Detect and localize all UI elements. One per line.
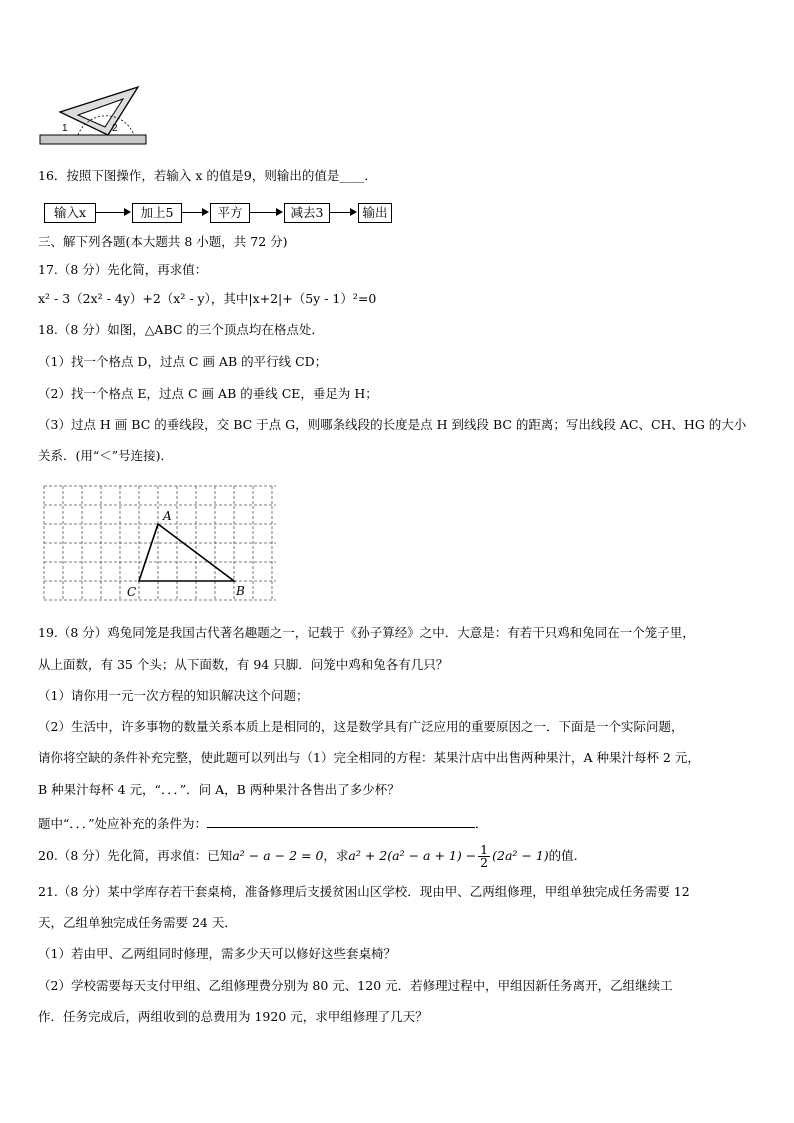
vertex-c-label: C bbox=[127, 585, 137, 599]
q19-line2: 从上面数，有 35 个头；从下面数，有 94 只脚．问笼中鸡和兔各有几只？ bbox=[38, 657, 449, 672]
q19-fill-prompt: 题中“．．．”处应补充的条件为： bbox=[38, 816, 208, 831]
q20-prefix: 20.（8 分）先化简，再求值：已知 bbox=[38, 848, 233, 863]
flow-arrow-1 bbox=[95, 212, 125, 213]
q21-part1: （1）若由甲、乙两组同时修理，需多少天可以修好这些套桌椅？ bbox=[38, 946, 396, 961]
angle-2-label: 2 bbox=[112, 123, 118, 134]
flow-box-minus3: 减去3 bbox=[284, 203, 330, 223]
q20-expression-b: (2a² − 1) bbox=[492, 848, 549, 863]
q18-part2: （2）找一个格点 E，过点 C 画 AB 的垂线 CE，垂足为 H； bbox=[38, 386, 378, 401]
q19-part2-cont1: 请你将空缺的条件补充完整，使此题可以列出与（1）完全相同的方程：某果汁店中出售两种果汁，A 种果汁每杯 2 元， bbox=[38, 750, 700, 765]
q18-part3: （3）过点 H 画 BC 的垂线段，交 BC 于点 G，则哪条线段的长度是点 H 到线段 BC 的距离；写出线段 AC、CH、HG 的大小 bbox=[38, 417, 747, 432]
q19-part2-cont2: B 种果汁每杯 4 元，“．．．”．问 A，B 两种果汁各售出了多少杯？ bbox=[38, 782, 400, 797]
vertex-a-label: A bbox=[163, 509, 172, 523]
flow-arrowhead-3 bbox=[276, 208, 283, 216]
flow-arrowhead-1 bbox=[124, 208, 131, 216]
q16-text: 16．按照下图操作，若输入 x 的值是9，则输出的值是____． bbox=[38, 168, 377, 183]
flow-arrow-2 bbox=[181, 212, 203, 213]
q18-line1: 18.（8 分）如图，△ABC 的三个顶点均在格点处． bbox=[38, 322, 324, 337]
vertex-b-label: B bbox=[236, 584, 245, 598]
answer-blank bbox=[207, 813, 475, 828]
flow-arrow-4 bbox=[329, 212, 351, 213]
triangle-abc bbox=[139, 524, 234, 581]
q20-condition: a² − a − 2 = 0 bbox=[232, 848, 324, 863]
set-square-figure bbox=[38, 84, 150, 146]
flow-box-input: 输入x bbox=[44, 203, 96, 223]
q18-part3-cont: 关系．(用“＜”号连接)． bbox=[38, 448, 174, 463]
q19-fill-end: ． bbox=[475, 816, 488, 831]
q21-part2: （2）学校需要每天支付甲组、乙组修理费分别为 80 元、120 元．若修理过程中，甲组因新任务离开，乙组继续工 bbox=[38, 978, 673, 993]
q19-part1: （1）请你用一元一次方程的知识解决这个问题； bbox=[38, 688, 309, 703]
q21-line2: 天，乙组单独完成任务需要 24 天． bbox=[38, 915, 237, 930]
q20-suffix: 的值. bbox=[548, 848, 578, 863]
q18-part1: （1）找一个格点 D，过点 C 画 AB 的平行线 CD； bbox=[38, 354, 328, 369]
flow-arrow-3 bbox=[249, 212, 277, 213]
q20-expression-a: a² + 2(a² − a + 1) − bbox=[348, 848, 477, 863]
q21-line1: 21.（8 分）某中学库存若干套桌椅，准备修理后支援贫困山区学校．现由甲、乙两组修理，甲组单独完成任务需要 12 bbox=[38, 884, 690, 899]
q17-line1: 17.（8 分）先化简，再求值： bbox=[38, 262, 208, 277]
q20-mid: ，求 bbox=[323, 848, 349, 863]
flow-box-square: 平方 bbox=[210, 203, 250, 223]
flow-arrowhead-2 bbox=[202, 208, 209, 216]
angle-1-label: 1 bbox=[62, 123, 68, 134]
q20-fraction bbox=[478, 844, 490, 869]
flow-box-output: 输出 bbox=[358, 203, 392, 223]
q21-part2-cont: 作．任务完成后，两组收到的总费用为 1920 元，求甲组修理了几天？ bbox=[38, 1009, 428, 1024]
base-bar bbox=[40, 135, 146, 144]
triangle-grid-figure bbox=[40, 484, 280, 604]
q19-fill-line bbox=[38, 813, 488, 832]
fraction-numerator: 1 bbox=[480, 842, 489, 857]
fraction-denominator: 2 bbox=[480, 855, 489, 870]
flow-box-add5: 加上5 bbox=[132, 203, 182, 223]
q17-expression: x² - 3（2x² - 4y）+2（x² - y），其中|x+2|+（5y - 1）²=0 bbox=[38, 291, 377, 306]
flow-arrowhead-4 bbox=[350, 208, 357, 216]
q19-line1: 19.（8 分）鸡兔同笼是我国古代著名趣题之一，记载于《孙子算经》之中．大意是：有若干只鸡和兔同在一个笼子里， bbox=[38, 625, 695, 640]
q20-line bbox=[38, 841, 578, 871]
section-title: 三、解下列各题(本大题共 8 小题，共 72 分) bbox=[38, 234, 288, 249]
q19-part2: （2）生活中，许多事物的数量关系本质上是相同的，这是数学具有广泛应用的重要原因之一．下面是一个实际问题， bbox=[38, 719, 684, 734]
